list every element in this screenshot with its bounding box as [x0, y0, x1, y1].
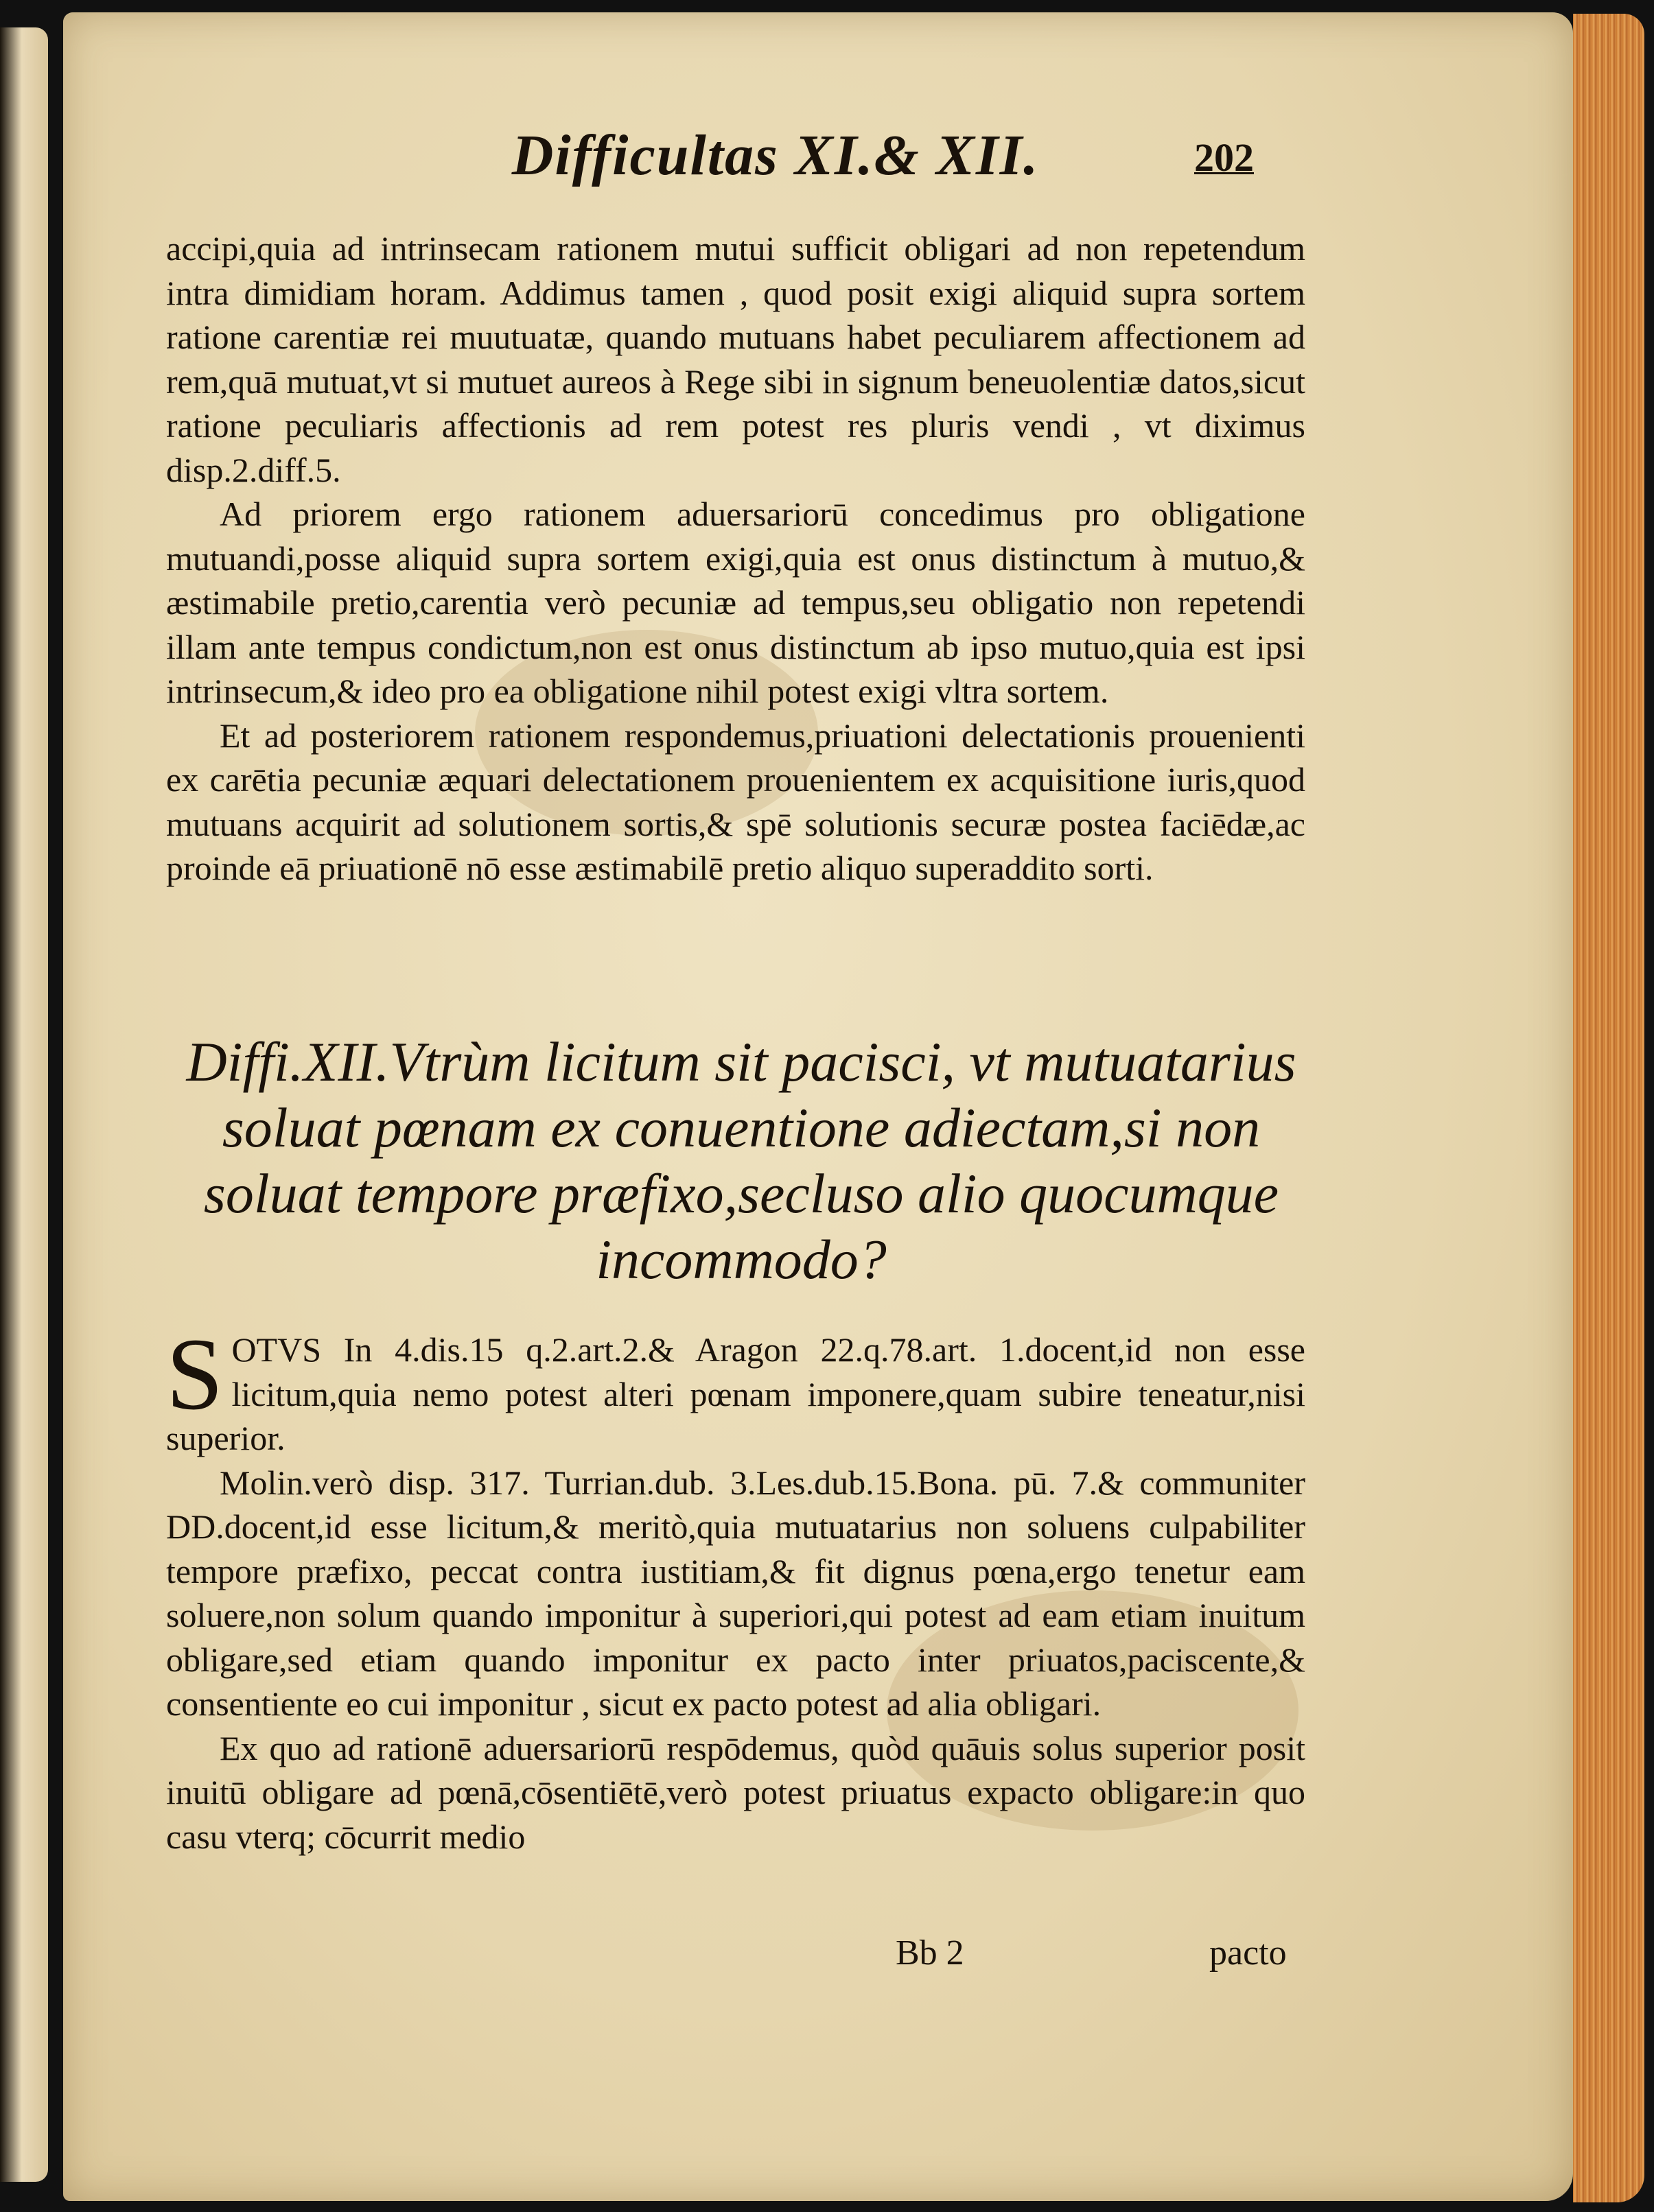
paragraph: [166, 1317, 1305, 1461]
paragraph: accipi,quia ad intrinsecam rationem mutui sufficit obligari ad non repetendum intra dimidiam horam. Addimus tamen , quod posit exigi aliquid supra sortem ratione carentiæ rei muutuatæ, quando mutuans habet peculiarem affectionem ad rem,quā mutuat,vt si mutuet aureos à Rege sibi in signum beneuolentiæ datos,sicut ratione peculiaris affectionis ad rem potest res pluris vendi , vt diximus disp.2.diff.5.: [166, 229, 1305, 489]
drop-cap: S: [166, 1317, 224, 1431]
paragraph: Ex quo ad rationē aduersariorū respōdemus, quòd quāuis solus superior posit inuitū obligare ad pœnā,cōsentiētē,verò potest priuatus expacto obligare:in quo casu vterq; cōcurrit medio: [166, 1728, 1305, 1856]
paragraph: Et ad posteriorem rationem respondemus,priuationi delectationis prouenienti ex carētia pecuniæ æquari delectationem prouenientem ex acquisitione iuris,quod mutuans acquirit ad solutionem sortis,& spē solutionis securæ postea faciēdæ,ac proinde eā priuationē nō esse æstimabilē pretio aliquo superaddito sorti.: [166, 716, 1305, 887]
paragraph: Molin.verò disp. 317. Turrian.dub. 3.Les.dub.15.Bona. pū. 7.& communiter DD.docent,id esse licitum,& meritò,quia mutuatarius non soluens culpabiliter tempore præfixo, peccat contra iustitiam,& fit dignus pœna,ergo tenetur eam soluere,non solum quando imponitur à superiori,qui potest ad eam etiam inuitum obligare,sed etiam quando imponitur ex pacto inter priuatos,paciscente,& consentiente eo cui imponitur , sicut ex pacto potest ad alia obligari.: [166, 1463, 1305, 1723]
catchword: pacto: [1209, 1933, 1287, 1973]
paragraph-text: OTVS In 4.dis.15 q.2.art.2.& Aragon 22.q.78.art. 1.docent,id non esse licitum,quia nemo potest alteri pœnam imponere,quam subire teneatur,nisi superior.: [166, 1330, 1305, 1457]
page-number: 202: [1194, 135, 1254, 180]
running-header: Difficultas XI.& XII.: [511, 123, 1040, 187]
left-page-edge: [0, 27, 48, 2182]
text-block-2: [166, 1317, 1305, 1859]
signature-mark: Bb 2: [896, 1933, 964, 1973]
text-block-1: [166, 226, 1305, 891]
paragraph: Ad priorem ergo rationem aduersariorū concedimus pro obligatione mutuandi,posse aliquid supra sortem exigi,quia est onus distinctum à mutuo,& æstimabile pretio,carentia verò pecuniæ ad tempus,seu obligatio non repetendi illam ante tempus condictum,non est onus distinctum ab ipso mutuo,quia est ipsi intrinsecum,& ideo pro ea obligatione nihil potest exigi vltra sortem.: [166, 495, 1305, 710]
section-heading: Diffi.XII.Vtrùm licitum sit pacisci, vt mutuatarius soluat pœnam ex conuentione adiectam,si non soluat tempore præfixo,secluso alio quocumque incommodo?: [186, 1031, 1296, 1291]
fore-edge: [1573, 14, 1644, 2202]
